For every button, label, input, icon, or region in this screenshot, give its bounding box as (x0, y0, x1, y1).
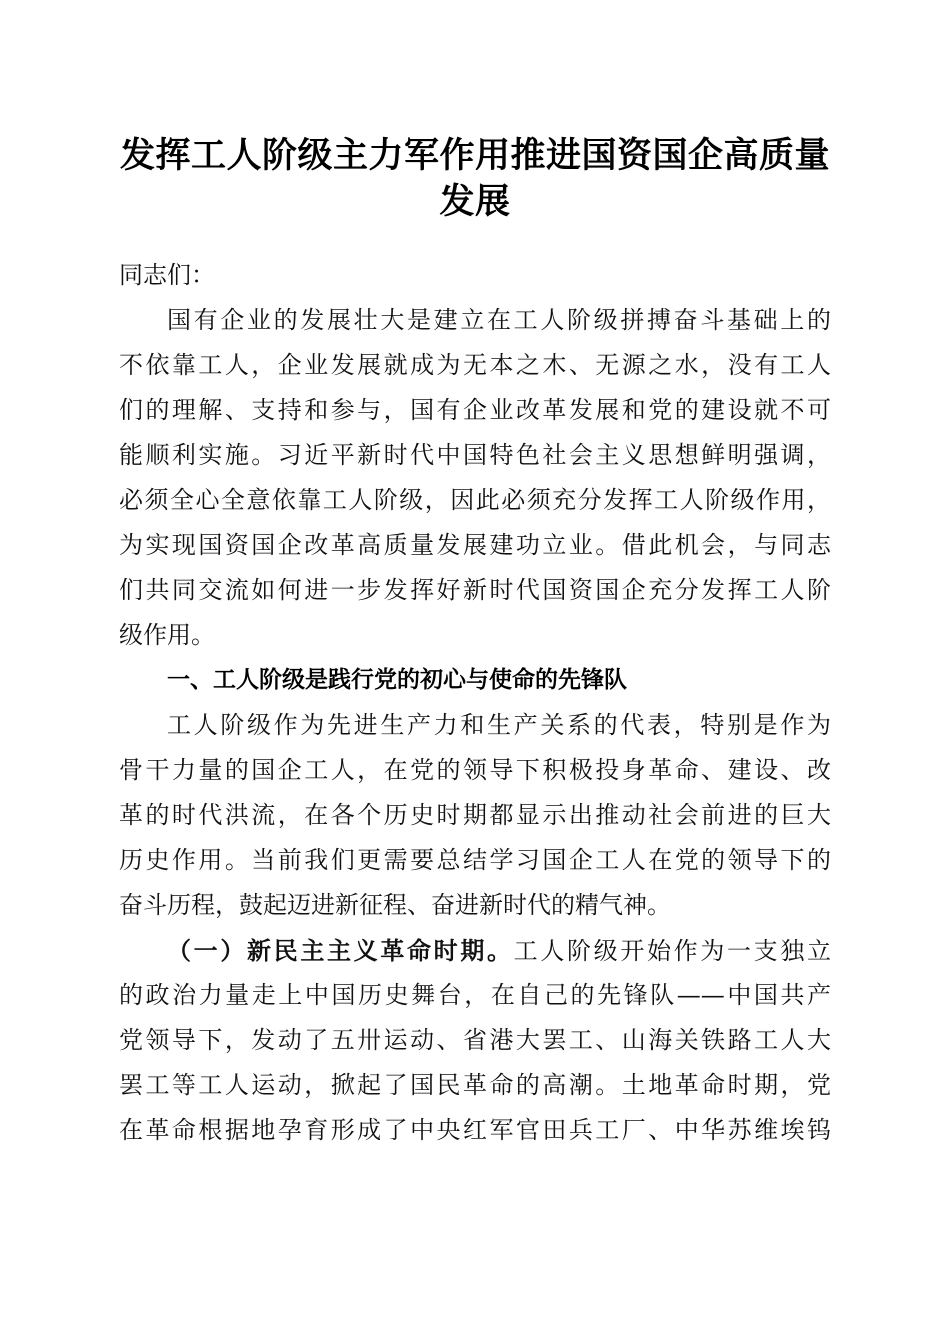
paragraph-1-line: 国有企业的发展壮大是建立在工人阶级拼搏奋斗基础上的 (167, 306, 831, 334)
paragraph-3-first-line (119, 928, 831, 973)
document-title (100, 133, 850, 225)
document-body (119, 253, 831, 1153)
paragraph-2-line: 工人阶级作为先进生产力和生产关系的代表，特别是作为 (167, 711, 831, 739)
paragraph-3-line: 党领导下，发动了五卅运动、省港大罢工、山海关铁路工人大 (119, 1026, 831, 1054)
section-heading-1: 一、工人阶级是践行党的初心与使命的先锋队 (167, 667, 627, 693)
paragraph-1-line: 为实现国资国企改革高质量发展建功立业。借此机会，与同志 (119, 531, 831, 559)
paragraph-3-line: 的政治力量走上中国历史舞台，在自己的先锋队——中国共产 (119, 981, 831, 1009)
paragraph-3-line: 在革命根据地孕育形成了中央红军官田兵工厂、中华苏维埃钨 (119, 1116, 831, 1144)
title-line-1: 发挥工人阶级主力军作用推进国资国企高质量 (119, 135, 830, 176)
paragraph-1-line: 能顺利实施。习近平新时代中国特色社会主义思想鲜明强调， (119, 441, 831, 469)
title-line-2: 发展 (439, 181, 511, 222)
paragraph-2-line: 历史作用。当前我们更需要总结学习国企工人在党的领导下的 (119, 846, 831, 874)
paragraph-2-line: 奋斗历程，鼓起迈进新征程、奋进新时代的精气神。 (119, 891, 671, 919)
paragraph-3-line: 罢工等工人运动，掀起了国民革命的高潮。土地革命时期，党 (119, 1071, 831, 1099)
paragraph-2-line: 革的时代洪流，在各个历史时期都显示出推动社会前进的巨大 (119, 801, 831, 829)
paragraph-1-line: 必须全心全意依靠工人阶级，因此必须充分发挥工人阶级作用， (119, 486, 831, 514)
subsection-heading-1: （一）新民主主义革命时期。 (167, 936, 514, 965)
paragraph-1-line: 级作用。 (119, 621, 215, 649)
paragraph-1-line: 不依靠工人，企业发展就成为无本之木、无源之水，没有工人 (119, 351, 831, 379)
paragraph-3-first-line-text: 工人阶级开始作为一支独立 (513, 937, 832, 965)
paragraph-2-line: 骨干力量的国企工人，在党的领导下积极投身革命、建设、改 (119, 756, 831, 784)
paragraph-1-line: 们共同交流如何进一步发挥好新时代国资国企充分发挥工人阶 (119, 576, 831, 604)
paragraph-1-line: 们的理解、支持和参与，国有企业改革发展和党的建设就不可 (119, 396, 831, 424)
salutation: 同志们： (119, 261, 215, 289)
